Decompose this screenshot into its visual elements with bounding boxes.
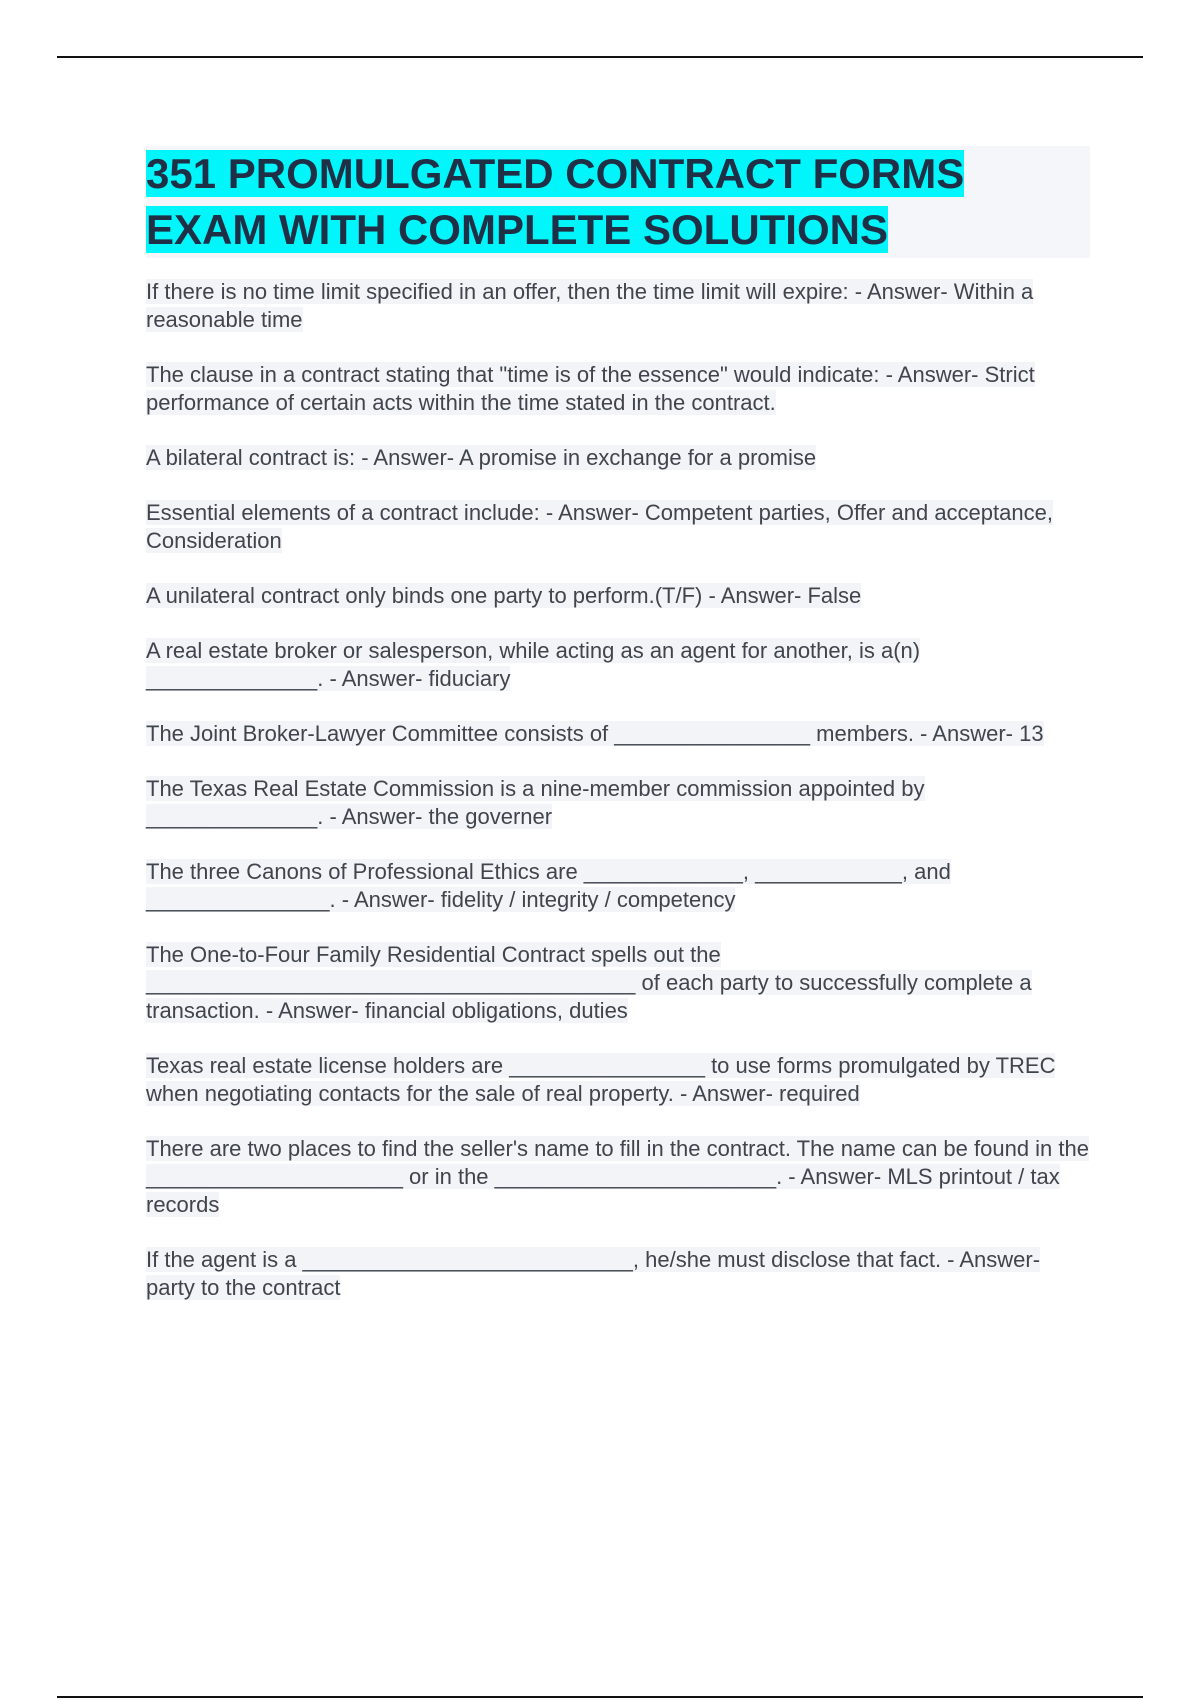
bottom-rule — [57, 1696, 1143, 1698]
qa-item — [146, 720, 1090, 748]
qa-item — [146, 499, 1090, 555]
qa-text: The Texas Real Estate Commission is a nine-member commission appointed by ______________. - Answer- the governer — [146, 776, 925, 829]
document-body — [146, 146, 1090, 1329]
qa-text: If the agent is a ___________________________, he/she must disclose that fact. - Answer- party to the contract — [146, 1247, 1041, 1300]
qa-item — [146, 361, 1090, 417]
qa-item — [146, 278, 1090, 334]
qa-text: Texas real estate license holders are ________________ to use forms promulgated by TREC when negotiating contacts for the sale of real property. - Answer- required — [146, 1053, 1056, 1106]
qa-list — [146, 278, 1090, 1302]
qa-item — [146, 444, 1090, 472]
qa-item — [146, 941, 1090, 1025]
qa-item — [146, 582, 1090, 610]
document-title-text: 351 PROMULGATED CONTRACT FORMS EXAM WITH COMPLETE SOLUTIONS — [146, 150, 965, 253]
qa-item — [146, 1246, 1090, 1302]
qa-text: The One-to-Four Family Residential Contract spells out the ________________________________________ of each party to successfully complete a transaction. - Answer- financial obligations, duties — [146, 942, 1032, 1023]
qa-item — [146, 775, 1090, 831]
qa-item — [146, 637, 1090, 693]
qa-text: A real estate broker or salesperson, while acting as an agent for another, is a(n) ______________. - Answer- fiduciary — [146, 638, 921, 691]
qa-text: If there is no time limit specified in an offer, then the time limit will expire: - Answer- Within a reasonable time — [146, 279, 1034, 332]
qa-item — [146, 1135, 1090, 1219]
qa-item — [146, 858, 1090, 914]
qa-text: A bilateral contract is: - Answer- A promise in exchange for a promise — [146, 445, 817, 470]
top-rule — [57, 56, 1143, 58]
qa-text: A unilateral contract only binds one party to perform.(T/F) - Answer- False — [146, 583, 862, 608]
qa-text: The Joint Broker-Lawyer Committee consists of ________________ members. - Answer- 13 — [146, 721, 1044, 746]
qa-item — [146, 1052, 1090, 1108]
qa-text: The three Canons of Professional Ethics are _____________, ____________, and _______________. - Answer- fidelity / integrity / competency — [146, 859, 951, 912]
qa-text: There are two places to find the seller's name to fill in the contract. The name can be found in the _____________________ or in the _______________________. - Answer- MLS printout / tax records — [146, 1136, 1089, 1217]
qa-text: Essential elements of a contract include: - Answer- Competent parties, Offer and acceptance, Consideration — [146, 500, 1053, 553]
document-title — [146, 146, 1090, 258]
qa-text: The clause in a contract stating that "time is of the essence" would indicate: - Answer- Strict performance of certain acts within the time stated in the contract. — [146, 362, 1035, 415]
